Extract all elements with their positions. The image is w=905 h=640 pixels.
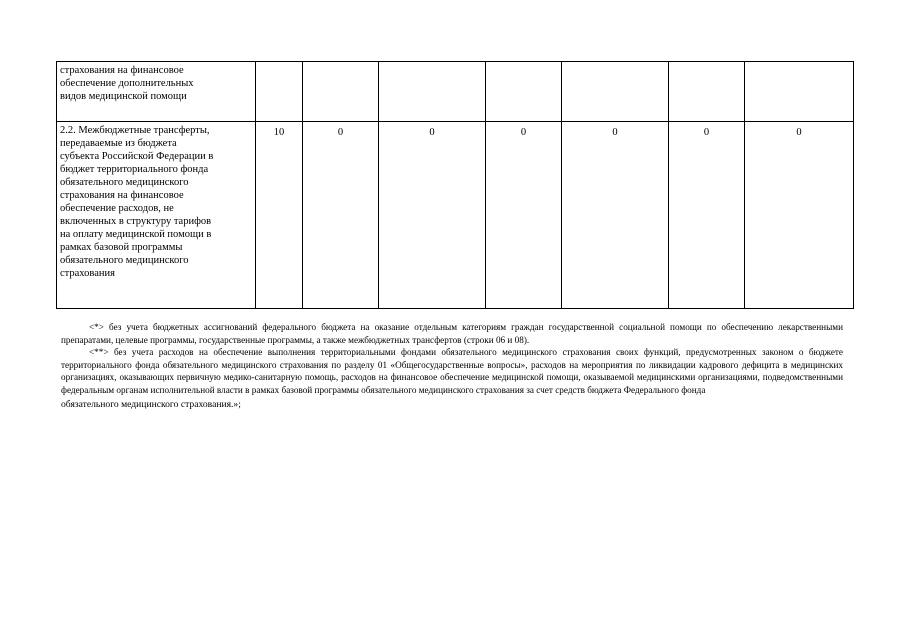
table-cell: 0 <box>379 122 486 309</box>
footnote-2 <box>61 346 843 411</box>
table-cell <box>379 62 486 122</box>
table-cell <box>745 62 854 122</box>
data-table <box>56 61 854 309</box>
table-cell <box>256 62 303 122</box>
footnote-1: <*> без учета бюджетных ассигнований федерального бюджета на оказание отдельным категориям граждан государственной социальной помощи по обеспечению лекарственными препаратами, целевые программы, государственные программы, а также межбюджетных трансфертов (строки 06 и 08). <box>61 322 843 345</box>
table-row <box>57 62 854 122</box>
table-cell: 0 <box>562 122 669 309</box>
table-cell: 0 <box>669 122 745 309</box>
footnotes <box>61 321 843 411</box>
table-cell <box>669 62 745 122</box>
table-cell <box>303 62 379 122</box>
table-cell: 10 <box>256 122 303 309</box>
table-cell: 0 <box>745 122 854 309</box>
table-cell: 0 <box>486 122 562 309</box>
table-cell: 0 <box>303 122 379 309</box>
footnote-2-text: <**> без учета расходов на обеспечение выполнения территориальными фондами обязательного медицинского страхования своих функций, предусмотренных законом о бюджете территориального фонда обязательного медицинского страхования по разделу 01 «Общегосударственные вопросы», расходов на мероприятия по ликвидации кадрового дефицита в медицинских организациях, оказывающих первичную медико-санитарную помощь, расходов на финансовое обеспечение медицинской помощи, оказываемой медицинскими организациями, подведомственными федеральным органам исполнительной власти в рамках базовой программы обязательного медицинского страхования за счет средств бюджета Федерального фонда <box>61 347 843 395</box>
footnote-2-tail: обязательного медицинского страхования.»; <box>61 398 241 410</box>
table-cell <box>562 62 669 122</box>
table-cell <box>486 62 562 122</box>
row-label: 2.2. Межбюджетные трансферты, передаваемые из бюджета субъекта Российской Федерации в бюджет территориального фонда обязательного медицинского страхования на финансовое обеспечение расходов, не включенных в структуру тарифов на оплату медицинской помощи в рамках базовой программы обязательного медицинского страхования <box>57 122 256 309</box>
row-label: страхования на финансовое обеспечение дополнительных видов медицинской помощи <box>57 62 256 122</box>
table-row <box>57 122 854 309</box>
